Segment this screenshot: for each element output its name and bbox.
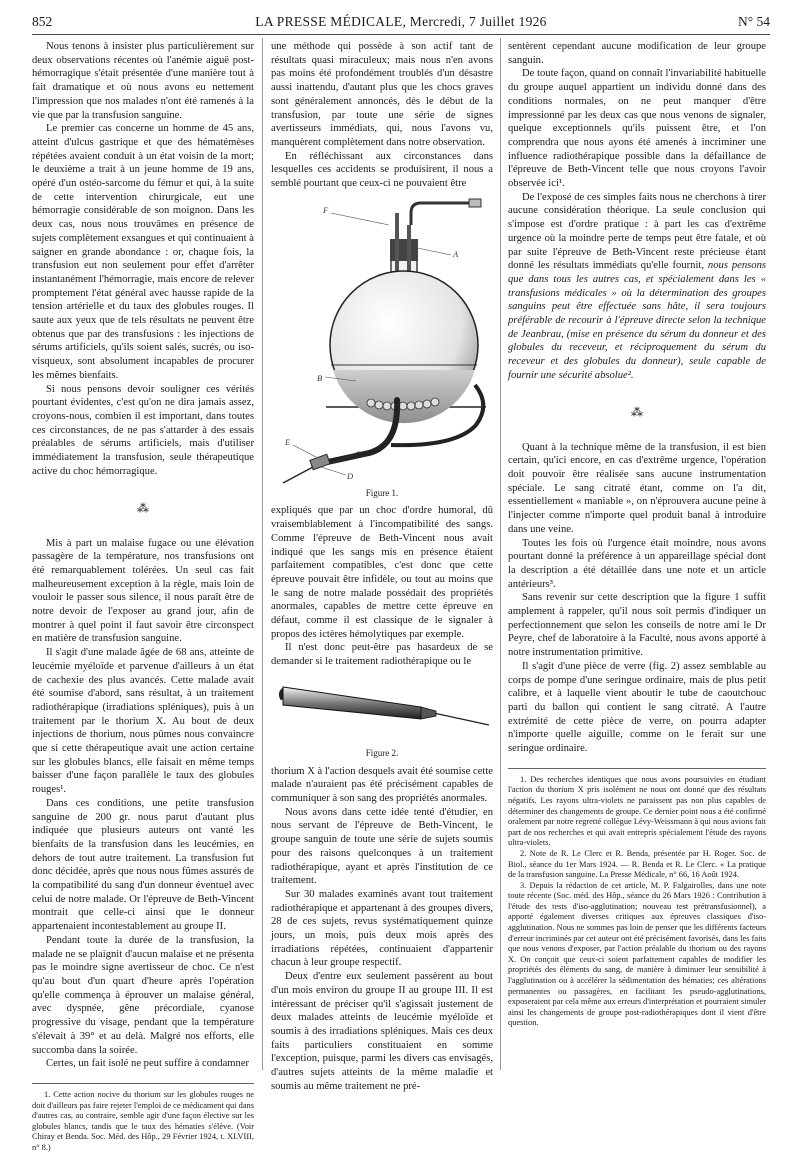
column-divider (500, 38, 501, 1070)
column-divider (262, 38, 263, 1070)
issue-number: N° 54 (737, 14, 770, 29)
figure-label-d: D (347, 470, 354, 481)
paragraph: sentèrent cependant aucune modification de leur groupe sanguin. (508, 41, 766, 66)
paragraph: Certes, un fait isolé ne peut suffire à condamner (46, 1058, 250, 1070)
paragraph: Deux d'entre eux seulement passèrent au bout d'un mois environ du groupe II au groupe III. Il est intéressant de préciser qu'il s'agissait justement de deux malades atteints de leucémie myéloïde et soumis à des irradiations spléniques. Mais ces deux faits particuliers constituaient en somme l'exception, puisque, parmi les divers cas envisagés, d'autres sujets atteints de la même maladie et soumis au même traitement ne pré- (271, 971, 493, 1092)
section-separator: ⁂ (631, 404, 643, 419)
paragraph: Sans revenir sur cette description que la figure 1 suffit amplement à rappeler, qu'il nous soit permis d'indiquer un perfectionnement que selon les conseils de notre ami le Dr Peyre, chef de laboratoire à la Faculté, nous avons apporté à notre instrumentation primitive. (508, 592, 766, 659)
paragraph: Le premier cas concerne un homme de 45 ans, atteint d'ulcus gastrique et que des hématémèses répétées avaient conduit à un état voisin de la mort; le deuxième a trait à un jeune homme de 19 ans, opéré d'un ostéo-sarcome du fémur et qui, à la suite de cette intervention chirurgicale, eut une hémorragie considérable de son moignon. Dans les deux cas, nous nous trouvâmes en présence de sujets complètement exsangues et qui continuaient à saigner en grande abondance : or, chaque fois, la transfusion eut non seulement pour effet d'arrêter instantanément l'hémorragie, mais encore de relever promptement l'état général avec hausse rapide de la tension artérielle et du taux des globules rouges. Il saute aux yeux que de tels résultats ne peuvent être obtenus que par des transfusions : les injections de sérums artificiels, qu'ils soient salés, sucrés, ou iso-visqueux, sont absolument incapables de procurer les mêmes bienfaits. (32, 123, 254, 381)
footnote: 1. Des recherches identiques que nous avons poursuivies en étudiant l'action du thorium X pris isolément ne nous ont donné que des résultats négatifs. Les rayons ultra-violets ne paraissent pas non plus capables de déterminer des changements de groupe. Ce dernier point nous a été confirmé oralement par notre regretté collègue Lévy-Weissmann à qui nous avions fait part de nos recherches et qui avait entrepris spécialement l'étude des rayons ultra-violets. (508, 774, 766, 848)
section-separator: ⁂ (137, 500, 149, 515)
journal-title: LA PRESSE MÉDICALE, Mercredi, 7 Juillet 1926 (255, 14, 547, 29)
paragraph: une méthode qui possède à son actif tant de résultats quasi miraculeux; mais nous n'en avons pas moins été profondément troublés d'un désastre aussi inattendu, d'autant plus que les chocs graves sont généralement annoncés, dès le début de la transfusion, par toute une série de signes avertisseurs immédiats, qui, nous l'avons vu, manquèrent complètement dans notre observation. (271, 41, 493, 148)
paragraph: Il s'agit d'une malade âgée de 68 ans, atteinte de leucémie myéloïde et parvenue d'ailleurs à un état de cachexie des plus avancés. Cette malade avait été soumise d'abord, sans résultat, à un traitement radiothérapique (irradiations spléniques), puis à un traitement par le thorium X. Au bout de deux injections de thorium, nous pûmes nous convaincre que si cette thérapeutique avait une action certaine sur les globules blancs, elle faisait en même temps baisser d'une façon parallèle le taux des globules rouges¹. (32, 647, 254, 796)
column-2 (271, 40, 493, 1093)
figure-label-e: E (285, 436, 291, 447)
paragraph: thorium X à l'action desquels avait été soumise cette malade n'auraient pas été précisément capables de communiquer à son sang des propriétés anormales. (271, 765, 493, 804)
paragraph: Si nous pensons devoir souligner ces vérités pourtant évidentes, c'est qu'on ne dira jamais assez, croyons-nous, combien il est important, dans toutes ces circonstances, de ne pas s'attarder à des essais préalables de sérums artificiels, mais d'utiliser immédiatement la transfusion, seule thérapeutique active du choc hémorragique. (32, 383, 254, 477)
paragraph: Il s'agit d'une pièce de verre (fig. 2) assez semblable au corps de pompe d'une seringue ordinaire, mais de plus petit calibre, et à laquelle vient aboutir le tube de caoutchouc parti du ballon qui contient le sang citraté. A l'autre extrémité de cette pièce de verre, on pourra adapter n'importe quelle aiguille, comme on le ferait sur une seringue ordinaire. (508, 660, 766, 755)
footnote-rule (508, 768, 766, 769)
footnotes (508, 775, 766, 1029)
figure-2-caption: Figure 2. (365, 747, 399, 758)
footnote: 3. Depuis la rédaction de cet article, M. P. Falgairolles, dans une note toute récente (Soc. méd. des Hôp., séance du 26 Mars 1926 : Contribution à l'étude des tests d'iso-agglutination; nouveau test prétransfusionnel), a apporté également diverses critiques aux épreuves classiques d'iso-agglutination. Nous ne sommes pas loin de penser que les différents facteurs d'erreur incriminés par cet auteur ont été précisément favorisés, dans les faits que nous venons d'exposer, par l'action préalable du thorium ou des rayons X. On conçoit que ceux-ci soient parfaitement capables de modifier les propriétés des éléments du sang, de manière à diminuer leur sensibilité à l'agglutination ou à accélérer la sédimentation des hématies; ces altérations permanentes ou passagères, en facilitant les pseudo-agglutinations, exposeraient par cela même aux erreurs d'interprétation et pourraient simuler ainsi les changements de groupe post-radiothérapiques dont il vient d'être question. (508, 880, 766, 1028)
paragraph: Quant à la technique même de la transfusion, il est bien certain, qu'ici encore, en cas d'extrême urgence, l'opération doit pouvoir être réalisée sans aucune instrumentation spéciale. Le sang citraté étant, comme on l'a dit, essentiellement « maniable », on n'éprouvera aucune peine à l'injecter comme n'importe quel produit banal à introduire dans une veine. (508, 441, 766, 535)
footnote-rule (32, 1083, 254, 1084)
page-number: 852 (32, 14, 53, 29)
footnote: 1. Cette action nocive du thorium sur les globules rouges ne doit d'ailleurs pas faire rejeter l'emploi de ce médicament qui dans d'autres cas, au contraire, semble agir d'une façon élective sur les globules blancs, tandis que le taux des hématies s'élève. (Voir Chiray et Benda. Soc. Méd. des Hôp., 29 Février 1924, t. XLVIII, n° 8.) (32, 1089, 254, 1152)
figure-2 (271, 675, 493, 745)
figure-1 (271, 195, 493, 485)
paragraph (508, 191, 766, 383)
paragraph: Nous tenons à insister plus particulièrement sur deux observations récentes où l'anémie aiguë post-hémorragique s'était présentée d'une manière tout à fait dramatique et où nous avons eu nettement l'impression que nos malades n'ont été ramenés à la vie que par la transfusion sanguine. (32, 41, 254, 121)
paragraph: Toutes les fois où l'urgence était moindre, nous avons pourtant donné la préférence à un appareillage spécial dont la description a été détaillée dans une note et un article antérieurs³. (508, 537, 766, 590)
header-rule (32, 34, 770, 35)
footnotes (32, 1090, 254, 1153)
paragraph-text: De l'exposé de ces simples faits nous ne cherchons à tirer aucune considération théorique. La seule conclusion qui s'impose est d'ordre pratique : à part les cas d'extrême urgence où la moindre perte de temps peut être fatale, et où par suite l'épreuve de Beth-Vincent reste précieuse étant donné les résultats immédiats qu'elle fournit, (508, 191, 766, 272)
figure-1-caption: Figure 1. (365, 487, 399, 498)
paragraph: De toute façon, quand on connaît l'invariabilité habituelle du groupe auquel appartient un individu donné dans des conditions normales, on ne peut manquer d'être impressionné par les deux cas que nous venons de signaler, quelque exceptionnels qu'ils puissent être, et l'on comprendra que nous ayons été amenés à incriminer une influence radiothérapique possible dans la défaillance de l'épreuve de Beth-Vincent telle que nous croyons l'avoir observée ici¹. (508, 68, 766, 190)
paragraph: Dans ces conditions, une petite transfusion sanguine de 200 gr. nous parut d'autant plus indiquée que plusieurs auteurs ont vanté les bienfaits de la transfusion dans les leucémies, en dehors de tout autre traitement. La transfusion fut donc décidée, après que nous nous fûmes assurés de la compatibilité du sang d'un donneur éventuel avec celui de notre malade. Or l'épreuve de Beth-Vincent montrait que celle-ci ainsi que le donneur appartenaient incontestablement au groupe II. (32, 797, 254, 933)
paragraph: Sur 30 malades examinés avant tout traitement radiothérapique et appartenant à des groupes divers, 28 de ces sujets, revus systématiquement quinze jours, un mois, puis deux mois après des irradiations répétées, continuaient d'appartenir chacun à leur groupe respectif. (271, 888, 493, 969)
paragraph: Mis à part un malaise fugace ou une élévation passagère de la température, nos transfusions ont été remarquablement tolérées. Un seul cas fait malheureusement exception à la règle, mais loin de vouloir le passer sous silence, il nous paraît être de notre devoir de l'exposer au grand jour, afin de montrer à quel point il faut savoir être circonspect en matière de transfusion sanguine. (32, 537, 254, 645)
page-header (32, 14, 770, 32)
transfusion-flask-illustration (271, 195, 493, 485)
column-1 (32, 40, 254, 1153)
column-3 (508, 40, 766, 1029)
paragraph: expliqués que par un choc d'ordre humoral, dû vraisemblablement à l'incompatibilité des sangs. Comme l'épreuve de Beth-Vincent nous avait indiqué que les sangs mis en présence étaient parfaitement compatibles, c'est donc que cette épreuve pouvait être infidèle, ou tout au moins que le sang de notre malade possédait des propriétés anormales, capables de mettre cette épreuve en défaut, comme il est classique de le signaler à propos des ictères hémolytiques par exemple. (271, 505, 493, 640)
paragraph: Nous avons dans cette idée tenté d'étudier, en nous servant de l'épreuve de Beth-Vincent, le groupe sanguin de toute une série de sujets soumis pour des raisons quelconques à un traitement radiothérapique, ayant et après l'institution de ce traitement. (271, 806, 493, 887)
figure-label-f: F (323, 204, 329, 215)
figure-label-c: C (355, 448, 361, 459)
paragraph: Il n'est donc peut-être pas hasardeux de se demander si le traitement radiothérapique ou le (271, 642, 493, 668)
emphasized-text: nous pensons que dans tous les autres cas, et spécialement dans les « transfusions médicales » où la détermination des groupes sanguins peut être effectuée sans hâte, il sera toujours préférable de recourir à l'épreuve directe selon la technique de Jeanbrau, (mise en présence du sérum du donneur et des globules du receveur, et réciproquement du sérum du receveur et des globules du donneur), seule capable de fournir une sécurité absolue². (508, 260, 766, 381)
glass-syringe-piece-illustration (271, 675, 493, 745)
figure-label-b: B (317, 372, 323, 383)
paragraph: Pendant toute la durée de la transfusion, la malade ne se plaignit d'aucun malaise et ne présenta pas le moindre signe avertisseur de choc. Ce n'est qu'au bout d'un quart d'heure après l'opération qu'elle commença à éprouver un malaise général, avec dyspnée, gêne précordiale, cyanose progressive du visage, pendant que la température s'élevait à 39° et au delà. Malgré nos efforts, elle succomba dans la soirée. (32, 934, 254, 1056)
paragraph: En réfléchissant aux circonstances dans lesquelles ces accidents se produisirent, il nous a semblé pourtant que ceux-ci ne pouvaient être (271, 150, 493, 190)
footnote: 2. Note de R. Le Clerc et R. Benda, présentée par H. Roger. Soc. de Biol., séance du 1er Mars 1924. — R. Benda et R. Le Clerc. « La pratique de la transfusion sanguine. La Presse Médicale, n° 66, 16 Août 1924. (508, 848, 766, 880)
figure-label-a: A (453, 248, 459, 259)
